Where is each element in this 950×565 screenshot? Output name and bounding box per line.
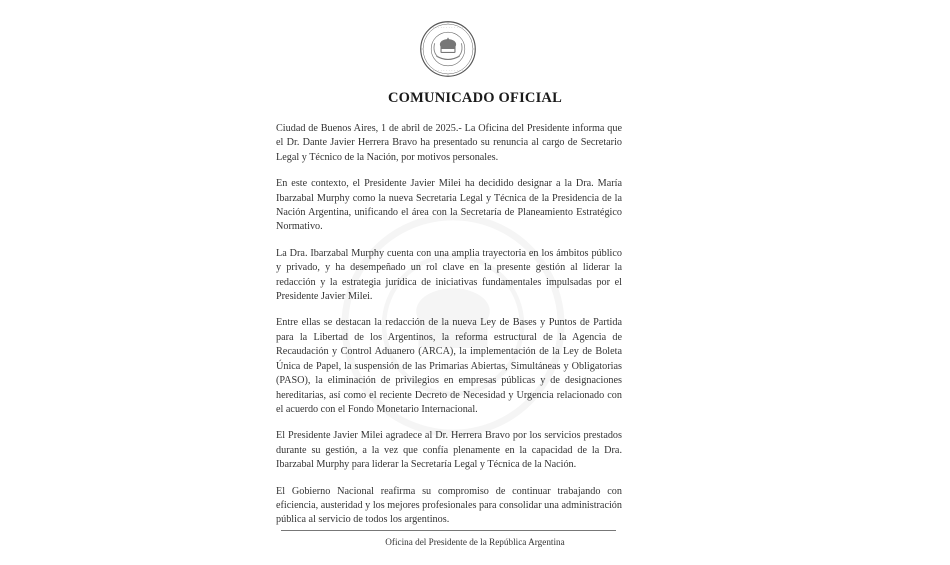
paragraph: El Presidente Javier Milei agradece al Dr. Herrera Bravo por los servicios prestados durante su gestión, a la vez que confía plenamente en la capacidad de la Dra. Ibarzabal Murphy para liderar la Secretaría Legal y Técnica de la Nación. — [276, 430, 622, 471]
paragraph: Ciudad de Buenos Aires, 1 de abril de 2025.- La Oficina del Presidente informa que el Dr. Dante Javier Herrera Bravo ha presentado su renuncia al cargo de Secretario Legal y Técnico de la Nación, por motivos personales. — [276, 123, 622, 163]
paragraph: Entre ellas se destacan la redacción de la nueva Ley de Bases y Puntos de Partida para la Libertad de los Argentinos, la reforma estructural de la Agencia de Recaudación y Control Aduanero (ARCA), la implementación de la Ley de Boleta Única de Papel, la suspensión de las Primarias Abiertas, Simultáneas y Obligatorias (PASO), la eliminación de privilegios en empresas públicas y de designaciones hereditarias, así como el reciente Decreto de Necesidad y Urgencia relacionado con el acuerdo con el Fondo Monetario Internacional. — [276, 317, 622, 415]
footer-signature: Oficina del Presidente de la República Argentina — [385, 537, 565, 547]
footer-divider — [281, 530, 616, 531]
paragraph: El Gobierno Nacional reafirma su compromiso de continuar trabajando con eficiencia, austeridad y los mejores profesionales para consolidar una administración pública al servicio de todos los argentinos. — [276, 485, 622, 526]
presidential-seal-icon — [419, 20, 477, 78]
paragraph: La Dra. Ibarzabal Murphy cuenta con una amplia trayectoria en los ámbitos público y privado, y ha desempeñado un rol clave en la presente gestión al liderar la redacción y la estrategia jurídica de iniciativas fundamentales impulsadas por el Presidente Javier Milei. — [276, 247, 622, 303]
svg-text:· · · · · · · · · · · ·: · · · · · · · · · · · · — [432, 69, 464, 74]
document-title: COMUNICADO OFICIAL — [388, 90, 562, 106]
paragraph: En este contexto, el Presidente Javier Milei ha decidido designar a la Dra. María Ibarzabal Murphy como la nueva Secretaria Legal y Técnica de la Presidencia de la Nación Argentina, unificando el área con la Secretaría de Planeamiento Estratégico Normativo. — [276, 178, 622, 233]
document-body — [276, 122, 622, 540]
svg-text:· · · · · · · · · · · ·: · · · · · · · · · · · · — [432, 25, 464, 30]
